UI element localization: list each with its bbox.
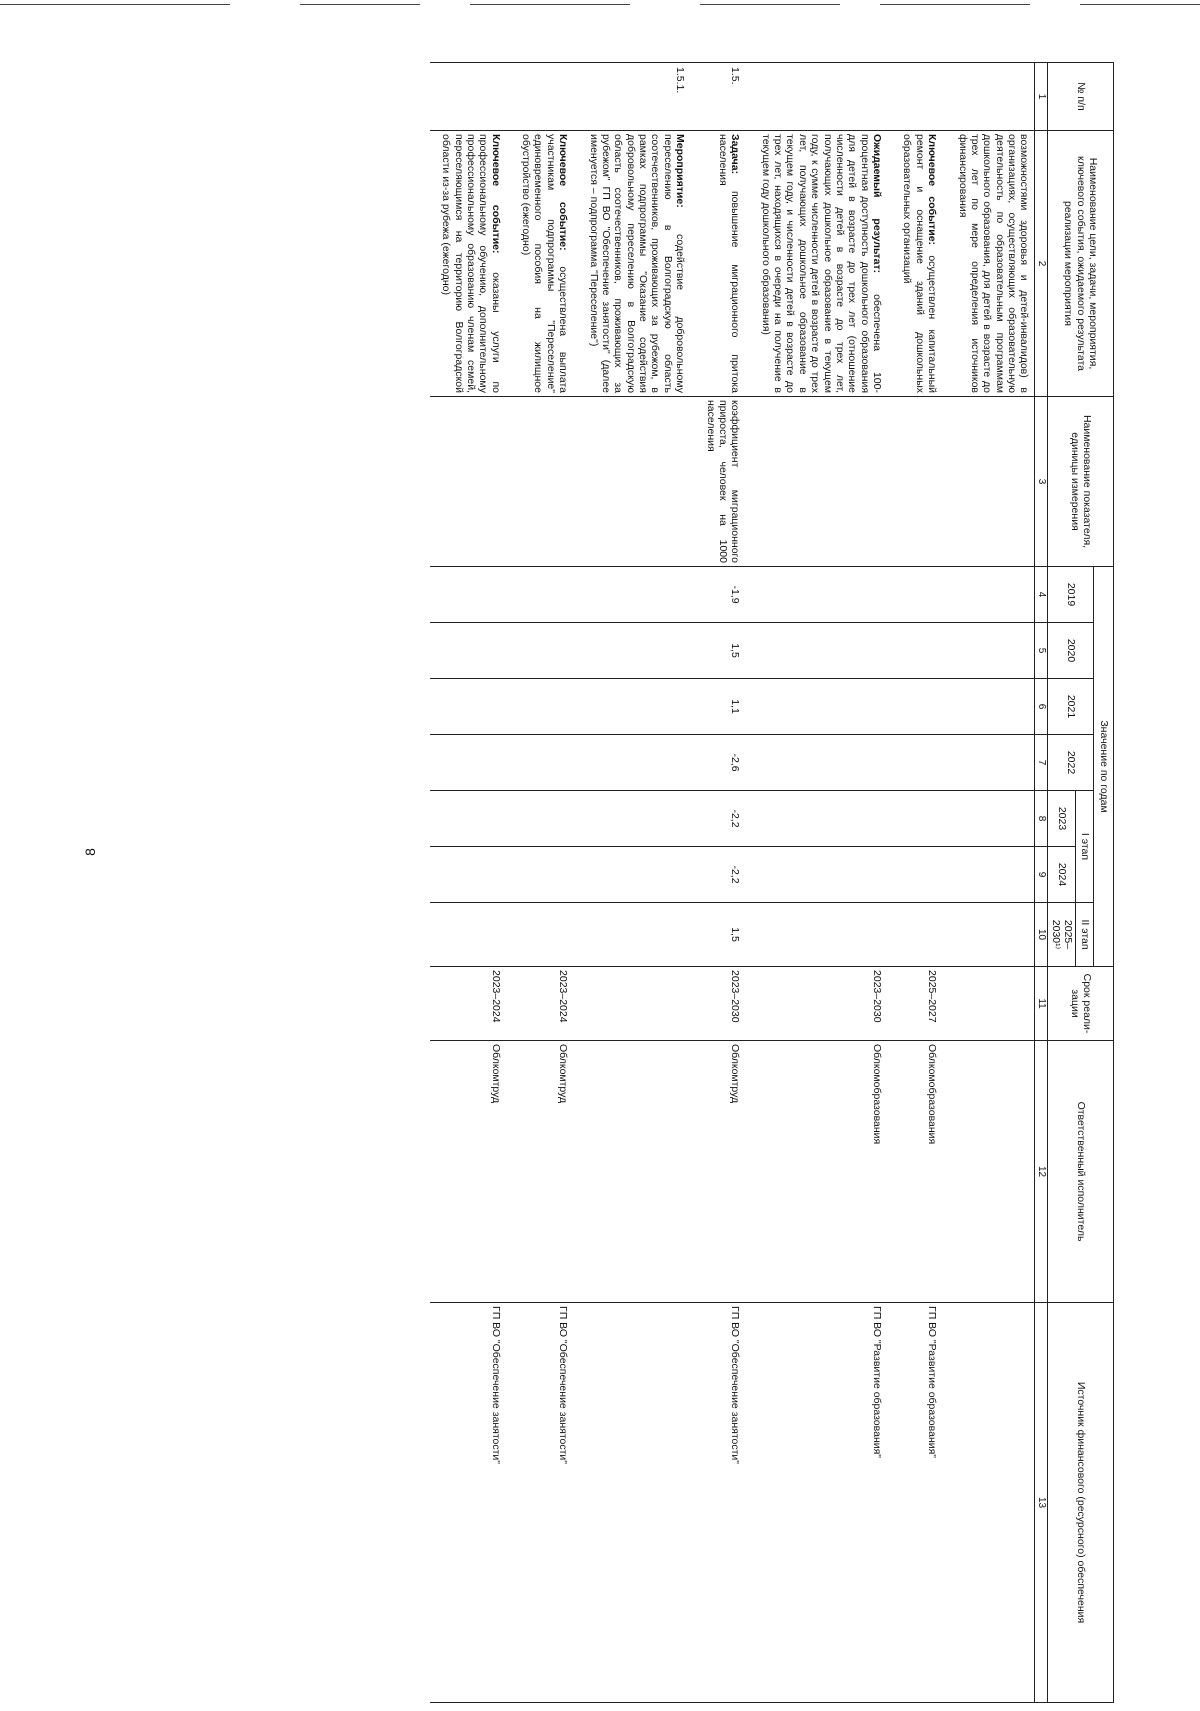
column-number: 5 xyxy=(1035,623,1048,679)
row-name-text: повышение миграционного притока населения xyxy=(716,134,742,393)
row-indicator: коэффициент миграционного прироста, человек на 1000 населения xyxy=(694,397,749,567)
header-stage-2: II этап xyxy=(1076,903,1094,967)
value-2022 xyxy=(891,735,946,791)
row-responsible: Облкомтруд xyxy=(510,1041,578,1303)
row-indicator xyxy=(891,397,946,567)
row-name-label: Ключевое событие: xyxy=(557,134,570,251)
row-name-label: Ключевое событие: xyxy=(926,134,939,246)
value-2019 xyxy=(430,567,510,623)
value-2020 xyxy=(891,623,946,679)
row-indicator xyxy=(946,397,1035,567)
value-2023 xyxy=(510,791,578,847)
row-source: ГП ВО "Развитие образования" xyxy=(749,1303,891,1703)
column-number: 6 xyxy=(1035,679,1048,735)
column-number: 9 xyxy=(1035,847,1048,903)
column-number: 3 xyxy=(1035,397,1048,567)
table-row xyxy=(430,63,510,1703)
header-term: Срок реали-зации xyxy=(1048,967,1114,1041)
value-2020 xyxy=(577,623,694,679)
value-2024 xyxy=(430,847,510,903)
value-2024 xyxy=(510,847,578,903)
table-row xyxy=(749,63,891,1703)
plan-table xyxy=(430,62,1114,1703)
value-2020 xyxy=(430,623,510,679)
value-2021 xyxy=(946,679,1035,735)
value-2023: -2,2 xyxy=(694,791,749,847)
row-name-label: Мероприятие: xyxy=(674,134,687,208)
value-2022 xyxy=(430,735,510,791)
row-responsible: Облкомтруд xyxy=(694,1041,749,1303)
value-2022 xyxy=(577,735,694,791)
row-name-text: осуществлена выплата участникам подпрограммы "Переселение" единовременного пособия на жилищное обустройство (ежегодно) xyxy=(520,134,570,393)
column-number: 8 xyxy=(1035,791,1048,847)
row-name-text: осуществлен капитальный ремонт и оснащение зданий дошкольных образовательных организаций xyxy=(901,134,939,393)
row-indicator xyxy=(749,397,891,567)
value-2020: 1,5 xyxy=(694,623,749,679)
row-num xyxy=(946,63,1035,131)
table-row xyxy=(891,63,946,1703)
value-2021 xyxy=(749,679,891,735)
row-source: ГП ВО "Обеспечение занятости" xyxy=(430,1303,510,1703)
value-2023 xyxy=(749,791,891,847)
row-num xyxy=(430,63,510,131)
value-2019 xyxy=(946,567,1035,623)
row-responsible xyxy=(946,1041,1035,1303)
value-2021 xyxy=(577,679,694,735)
value-2025-2030 xyxy=(749,903,891,967)
value-2019 xyxy=(510,567,578,623)
value-2025-2030 xyxy=(577,903,694,967)
header-indicator: Наименование показателя, единицы измерения xyxy=(1048,397,1114,567)
row-name-label: Ключевое событие: xyxy=(489,134,502,254)
value-2019 xyxy=(577,567,694,623)
value-2022: -2,6 xyxy=(694,735,749,791)
value-2021 xyxy=(430,679,510,735)
value-2025-2030 xyxy=(430,903,510,967)
row-source xyxy=(946,1303,1035,1703)
header-values-by-year: Значение по годам xyxy=(1094,567,1114,967)
header-name: Наименование цели, задачи, мероприятия, ключевого события, ожидаемого результата реализации мероприятия xyxy=(1048,131,1114,397)
scan-edge-line xyxy=(0,0,1200,10)
column-number: 4 xyxy=(1035,567,1048,623)
row-source: ГП ВО "Развитие образования" xyxy=(891,1303,946,1703)
row-term: 2025–2027 xyxy=(891,967,946,1041)
page-number: 8 xyxy=(82,848,98,856)
column-number: 2 xyxy=(1035,131,1048,397)
row-num: 1.5.1. xyxy=(577,63,694,131)
row-name-label: Задача: xyxy=(729,134,742,175)
value-2021 xyxy=(510,679,578,735)
value-2021: 1,1 xyxy=(694,679,749,735)
row-name xyxy=(510,131,578,397)
value-2020 xyxy=(510,623,578,679)
row-name-text: содействие добровольному переселению в Волгоградскую область соотечественников, проживающих за рубежом, в рамках подпрограммы "Оказание содействия добровольному переселению в Волгоградскую область соотечественников, проживающих за рубежом" ГП ВО "Обеспечение занятости" (далее именуется – подпрограмма "Переселение") xyxy=(587,134,687,393)
column-number: 10 xyxy=(1035,903,1048,967)
row-name-label: Ожидаемый результат: xyxy=(871,134,884,274)
row-name xyxy=(430,131,510,397)
value-2022 xyxy=(946,735,1035,791)
row-source: ГП ВО "Обеспечение занятости" xyxy=(510,1303,578,1703)
row-num: 1.5. xyxy=(694,63,749,131)
value-2024 xyxy=(577,847,694,903)
rotated-table-container xyxy=(64,62,1114,1702)
row-name xyxy=(891,131,946,397)
value-2025-2030: 1,5 xyxy=(694,903,749,967)
value-2019: -1,9 xyxy=(694,567,749,623)
header-responsible: Ответственный исполнитель xyxy=(1048,1041,1114,1303)
row-num xyxy=(891,63,946,131)
value-2023 xyxy=(946,791,1035,847)
header-year-2019: 2019 xyxy=(1048,567,1094,623)
row-name-text: возможностями здоровья и детей-инвалидов) в организациях, осуществляющих образовательную деятельность по образовательным программам дошкольного образования, для детей в возрасте до трех лет по мере определения источников финансирования xyxy=(956,134,1031,393)
value-2025-2030 xyxy=(510,903,578,967)
header-year-2021: 2021 xyxy=(1048,679,1094,735)
value-2024 xyxy=(891,847,946,903)
row-name xyxy=(946,131,1035,397)
header-stage-1: I этап xyxy=(1076,791,1094,903)
row-term: 2023–2024 xyxy=(510,967,578,1041)
value-2024: -2,2 xyxy=(694,847,749,903)
value-2024 xyxy=(749,847,891,903)
header-year-2024: 2024 xyxy=(1048,847,1076,903)
table-row xyxy=(946,63,1035,1703)
header-year-2025-2030: 2025–2030¹⁾ xyxy=(1048,903,1076,967)
row-term: 2023–2024 xyxy=(430,967,510,1041)
header-year-2022: 2022 xyxy=(1048,735,1094,791)
row-name-text: обеспечена 100-процентная доступность дошкольного образования для детей в возрасте до трех лет (отношение численности детей в возрасте до трех лет, получающих дошкольное образование в текущем году, к сумме численности детей в возрасте до трех лет, получающих дошкольное образование в текущем году, и численности детей в возрасте до трех лет, находящихся в очереди на получение в текущем году дошкольного образования) xyxy=(759,134,884,393)
table-row xyxy=(694,63,749,1703)
column-number: 1 xyxy=(1035,63,1048,131)
row-term: 2023–2030 xyxy=(694,967,749,1041)
row-term xyxy=(577,967,694,1041)
column-number: 12 xyxy=(1035,1041,1048,1303)
header-num: № п/п xyxy=(1048,63,1114,131)
row-name-text: оказаны услуги по профессиональному обучению, дополнительному профессиональному образованию членам семей, переселяющимся на территорию Волгоградской области из-за рубежа (ежегодно) xyxy=(440,134,502,393)
row-name xyxy=(749,131,891,397)
column-number: 11 xyxy=(1035,967,1048,1041)
header-source: Источник финансового (ресурсного) обеспечения xyxy=(1048,1303,1114,1703)
column-number: 7 xyxy=(1035,735,1048,791)
value-2022 xyxy=(749,735,891,791)
row-source xyxy=(577,1303,694,1703)
row-term xyxy=(946,967,1035,1041)
row-responsible: Облкомобразования xyxy=(749,1041,891,1303)
row-indicator xyxy=(510,397,578,567)
value-2025-2030 xyxy=(946,903,1035,967)
value-2023 xyxy=(577,791,694,847)
row-term: 2023–2030 xyxy=(749,967,891,1041)
value-2019 xyxy=(891,567,946,623)
value-2025-2030 xyxy=(891,903,946,967)
row-responsible xyxy=(577,1041,694,1303)
table-header xyxy=(1035,63,1114,1703)
row-name xyxy=(577,131,694,397)
table-row xyxy=(577,63,694,1703)
value-2020 xyxy=(749,623,891,679)
row-responsible: Облкомтруд xyxy=(430,1041,510,1303)
table-row xyxy=(510,63,578,1703)
row-name xyxy=(694,131,749,397)
value-2019 xyxy=(749,567,891,623)
value-2020 xyxy=(946,623,1035,679)
row-source: ГП ВО "Обеспечение занятости" xyxy=(694,1303,749,1703)
value-2022 xyxy=(510,735,578,791)
row-indicator xyxy=(577,397,694,567)
row-responsible: Облкомобразования xyxy=(891,1041,946,1303)
value-2024 xyxy=(946,847,1035,903)
value-2021 xyxy=(891,679,946,735)
header-year-2020: 2020 xyxy=(1048,623,1094,679)
row-indicator xyxy=(430,397,510,567)
row-num xyxy=(510,63,578,131)
header-year-2023: 2023 xyxy=(1048,791,1076,847)
value-2023 xyxy=(891,791,946,847)
row-num xyxy=(749,63,891,131)
value-2023 xyxy=(430,791,510,847)
column-number: 13 xyxy=(1035,1303,1048,1703)
